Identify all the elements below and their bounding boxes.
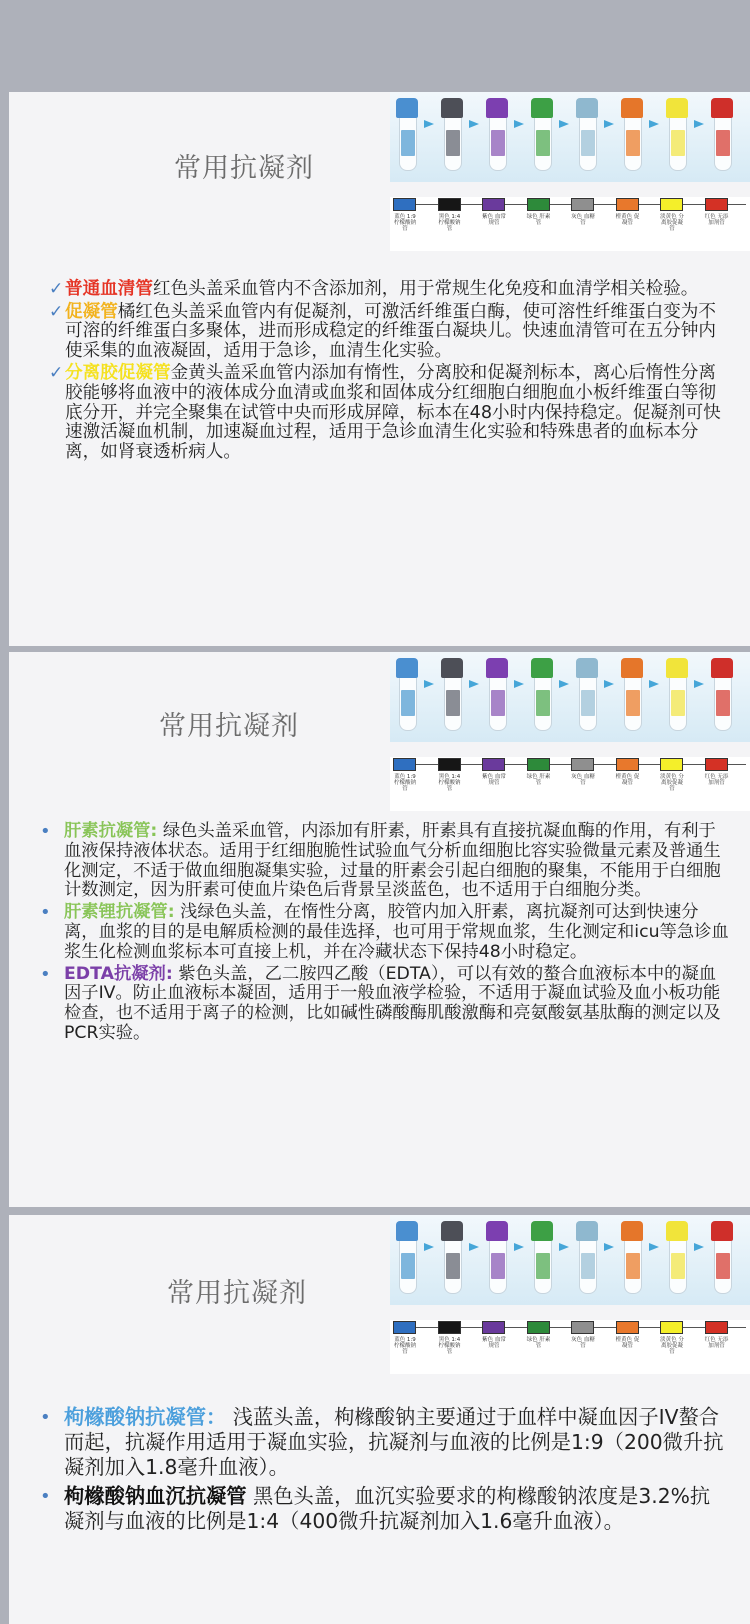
arrow-icon xyxy=(694,120,704,128)
arrow-icon xyxy=(514,680,524,688)
blood-tube xyxy=(486,98,508,176)
legend-swatch xyxy=(660,758,683,771)
bullet-icon: • xyxy=(40,1485,51,1507)
arrow-icon xyxy=(469,120,479,128)
item-text: 红色头盖采血管内不含添加剂，用于常规生化免疫和血清学相关检验。 xyxy=(152,279,699,299)
item-keyword: 普通血清管 xyxy=(65,279,153,299)
arrow-icon xyxy=(559,1243,569,1251)
item-keyword: 枸橼酸钠血沉抗凝管 xyxy=(64,1483,247,1508)
legend-swatch xyxy=(482,198,505,211)
item-keyword: 枸橼酸钠抗凝管： xyxy=(64,1405,227,1429)
slide-2 xyxy=(9,652,750,1207)
item-text: 浅绿色头盖，在惰性分离，胶管内加入肝素，离抗凝剂可达到快速分离，血浆的目的是电解质检测的最佳选择，也可用于常规血浆，生化测定和icu等急诊血浆生化检测血浆标本可直接上机，并在冷藏状态下保持48小时稳定。 xyxy=(64,902,729,962)
arrow-icon xyxy=(649,120,659,128)
arrow-icon xyxy=(649,1243,659,1251)
arrow-icon xyxy=(649,680,659,688)
item-keyword: 肝素锂抗凝管: xyxy=(64,902,175,923)
blood-tube xyxy=(486,658,508,736)
list-item xyxy=(49,279,729,300)
slide-1 xyxy=(9,92,750,646)
legend-label: 灰色 血糖管 xyxy=(571,1337,595,1349)
arrow-icon xyxy=(424,120,434,128)
legend-label: 红色 无添加剂管 xyxy=(704,1337,729,1349)
legend-label: 黑色 1:4 柠檬酸钠管 xyxy=(438,1337,461,1355)
legend-swatch xyxy=(438,1321,461,1334)
legend-swatch xyxy=(616,758,639,771)
check-icon: ✓ xyxy=(49,279,64,299)
blood-tube xyxy=(666,658,688,736)
list-item xyxy=(40,902,732,962)
arrow-icon xyxy=(514,1243,524,1251)
slide-2-content xyxy=(40,821,732,1044)
arrow-icon xyxy=(469,1243,479,1251)
check-icon: ✓ xyxy=(49,363,64,384)
blood-tube xyxy=(396,658,418,736)
blood-tube xyxy=(396,1221,418,1299)
legend-label: 灰色 血糖管 xyxy=(571,774,595,786)
bullet-icon: • xyxy=(40,902,51,924)
legend-label: 绿色 肝素管 xyxy=(526,774,551,786)
blood-tube xyxy=(711,658,733,736)
legend-swatch xyxy=(660,198,683,211)
legend-label: 紫色 血常规管 xyxy=(482,214,506,226)
legend-swatch xyxy=(393,198,416,211)
item-text: 浅蓝头盖，枸橼酸钠主要通过于血样中凝血因子IV螯合而起，抗凝作用适用于凝血实验，抗凝剂与血液的比例是1:9（200微升抗凝剂加入1.8毫升血液）。 xyxy=(64,1405,724,1480)
legend-label: 蓝色 1:9 柠檬酸钠管 xyxy=(393,214,416,232)
blood-tube xyxy=(666,98,688,176)
legend-swatch xyxy=(438,758,461,771)
blood-tube xyxy=(576,658,598,736)
blood-tube xyxy=(531,1221,553,1299)
tube-color-legend xyxy=(390,757,750,811)
blood-tube xyxy=(576,1221,598,1299)
blood-tube xyxy=(441,1221,463,1299)
legend-label: 紫色 血常规管 xyxy=(482,774,506,786)
item-text: 紫色头盖，乙二胺四乙酸（EDTA），可以有效的螯合血液标本中的凝血因子IV。防止血液标本凝固，适用于一般血液学检验，不适用于凝血试验及血小板功能检查，也不适用于离子的检测，比如碱性磷酸酶肌酸激酶和亮氨酸氨基肽酶的测定以及PCR实验。 xyxy=(64,963,721,1043)
item-keyword: 肝素抗凝管: xyxy=(64,821,158,841)
legend-label: 红色 无添加剂管 xyxy=(704,774,729,786)
legend-label: 蓝色 1:9 柠檬酸钠管 xyxy=(393,1337,416,1355)
legend-swatch xyxy=(571,758,594,771)
blood-tube xyxy=(621,658,643,736)
bullet-icon: • xyxy=(40,1407,51,1428)
blood-tube xyxy=(666,1221,688,1299)
bullet-icon: • xyxy=(40,821,51,842)
list-item xyxy=(40,1405,729,1481)
arrow-icon xyxy=(559,120,569,128)
legend-label: 淡黄色 分离胶促凝管 xyxy=(660,774,684,792)
blood-tube xyxy=(441,658,463,736)
legend-swatch xyxy=(705,758,728,771)
arrow-icon xyxy=(694,1243,704,1251)
blood-tube xyxy=(531,658,553,736)
legend-swatch xyxy=(705,198,728,211)
slide-1-content xyxy=(49,279,729,462)
legend-swatch xyxy=(438,198,461,211)
arrow-icon xyxy=(559,680,569,688)
blood-tube xyxy=(621,98,643,176)
legend-swatch xyxy=(482,1321,505,1334)
legend-swatch xyxy=(616,198,639,211)
slide-title: 常用抗凝剂 xyxy=(159,711,299,742)
list-item xyxy=(49,301,729,362)
arrow-icon xyxy=(424,680,434,688)
slide-3-content xyxy=(40,1405,729,1534)
legend-label: 淡黄色 分离胶促凝管 xyxy=(660,1337,684,1355)
item-text: 橘红色头盖采血管内有促凝剂，可激活纤维蛋白酶，使可溶性纤维蛋白变为不可溶的纤维蛋白多聚体，进而形成稳定的纤维蛋白凝块儿。快速血清管可在五分钟内使采集的血液凝固，适用于急诊，血清生化实验。 xyxy=(65,301,716,361)
blood-tube xyxy=(396,98,418,176)
arrow-icon xyxy=(604,120,614,128)
item-keyword: 分离胶促凝管 xyxy=(65,363,171,384)
slide-title: 常用抗凝剂 xyxy=(167,1278,307,1309)
legend-swatch xyxy=(393,1321,416,1334)
bullet-icon: • xyxy=(40,963,51,985)
list-item xyxy=(40,963,732,1044)
check-icon: ✓ xyxy=(49,301,64,322)
arrow-icon xyxy=(694,680,704,688)
arrow-icon xyxy=(604,680,614,688)
legend-swatch xyxy=(527,198,550,211)
legend-swatch xyxy=(616,1321,639,1334)
legend-label: 橙黄色 促凝管 xyxy=(615,774,640,786)
legend-label: 蓝色 1:9 柠檬酸钠管 xyxy=(393,774,416,792)
legend-label: 灰色 血糖管 xyxy=(571,214,595,226)
legend-swatch xyxy=(571,1321,594,1334)
tube-photo xyxy=(390,652,750,742)
item-text: 黑色头盖，血沉实验要求的枸橼酸钠浓度是3.2%抗凝剂与血液的比例是1:4（400微升抗凝剂加入1.6毫升血液）。 xyxy=(64,1483,711,1533)
legend-label: 黑色 1:4 柠檬酸钠管 xyxy=(438,214,461,232)
list-item xyxy=(40,1483,729,1534)
legend-swatch xyxy=(705,1321,728,1334)
blood-tube xyxy=(576,98,598,176)
blood-tube xyxy=(531,98,553,176)
blood-tube xyxy=(621,1221,643,1299)
list-item xyxy=(40,821,732,901)
arrow-icon xyxy=(514,120,524,128)
tube-photo xyxy=(390,92,750,182)
item-text: 绿色头盖采血管，内添加有肝素，肝素具有直接抗凝血酶的作用，有利于血液保持液体状态。适用于红细胞脆性试验血气分析血细胞比容实验微量元素及普通生化测定，不适于做血细胞凝集实验，过量的肝素会引起白细胞的聚集，不能用于白细胞计数测定，因为肝素可使血片染色后背景呈淡蓝色，也不适用于白细胞分类。 xyxy=(64,821,721,901)
blood-tube xyxy=(441,98,463,176)
legend-swatch xyxy=(393,758,416,771)
legend-label: 绿色 肝素管 xyxy=(526,1337,551,1349)
tube-photo xyxy=(390,1215,750,1305)
arrow-icon xyxy=(424,1243,434,1251)
legend-label: 黑色 1:4 柠檬酸钠管 xyxy=(438,774,461,792)
arrow-icon xyxy=(604,1243,614,1251)
legend-label: 紫色 血常规管 xyxy=(482,1337,506,1349)
blood-tube xyxy=(711,1221,733,1299)
legend-swatch xyxy=(571,198,594,211)
list-item xyxy=(49,363,729,462)
tube-color-legend xyxy=(390,1320,750,1374)
legend-label: 绿色 肝素管 xyxy=(526,214,551,226)
legend-swatch xyxy=(527,1321,550,1334)
arrow-icon xyxy=(469,680,479,688)
item-keyword: 促凝管 xyxy=(65,301,118,322)
legend-swatch xyxy=(527,758,550,771)
slide-title: 常用抗凝剂 xyxy=(174,153,314,184)
legend-swatch xyxy=(660,1321,683,1334)
tube-color-legend xyxy=(390,197,750,251)
blood-tube xyxy=(486,1221,508,1299)
item-text: 金黄头盖采血管内添加有惰性，分离胶和促凝剂标本，离心后惰性分离胶能够将血液中的液体成分血清或血浆和固体成分红细胞白细胞血小板纤维蛋白等彻底分开，并完全聚集在试管中央而形成屏障，标本在48小时内保持稳定。促凝剂可快速激活凝血机制，加速凝血过程，适用于急诊血清生化实验和特殊患者的血标本分离，如肾衰透析病人。 xyxy=(65,363,721,462)
legend-swatch xyxy=(482,758,505,771)
legend-label: 红色 无添加剂管 xyxy=(704,214,729,226)
legend-label: 橙黄色 促凝管 xyxy=(615,214,640,226)
legend-label: 淡黄色 分离胶促凝管 xyxy=(660,214,684,232)
blood-tube xyxy=(711,98,733,176)
legend-label: 橙黄色 促凝管 xyxy=(615,1337,640,1349)
slide-3 xyxy=(9,1215,750,1624)
item-keyword: EDTA抗凝剂: xyxy=(64,963,173,984)
